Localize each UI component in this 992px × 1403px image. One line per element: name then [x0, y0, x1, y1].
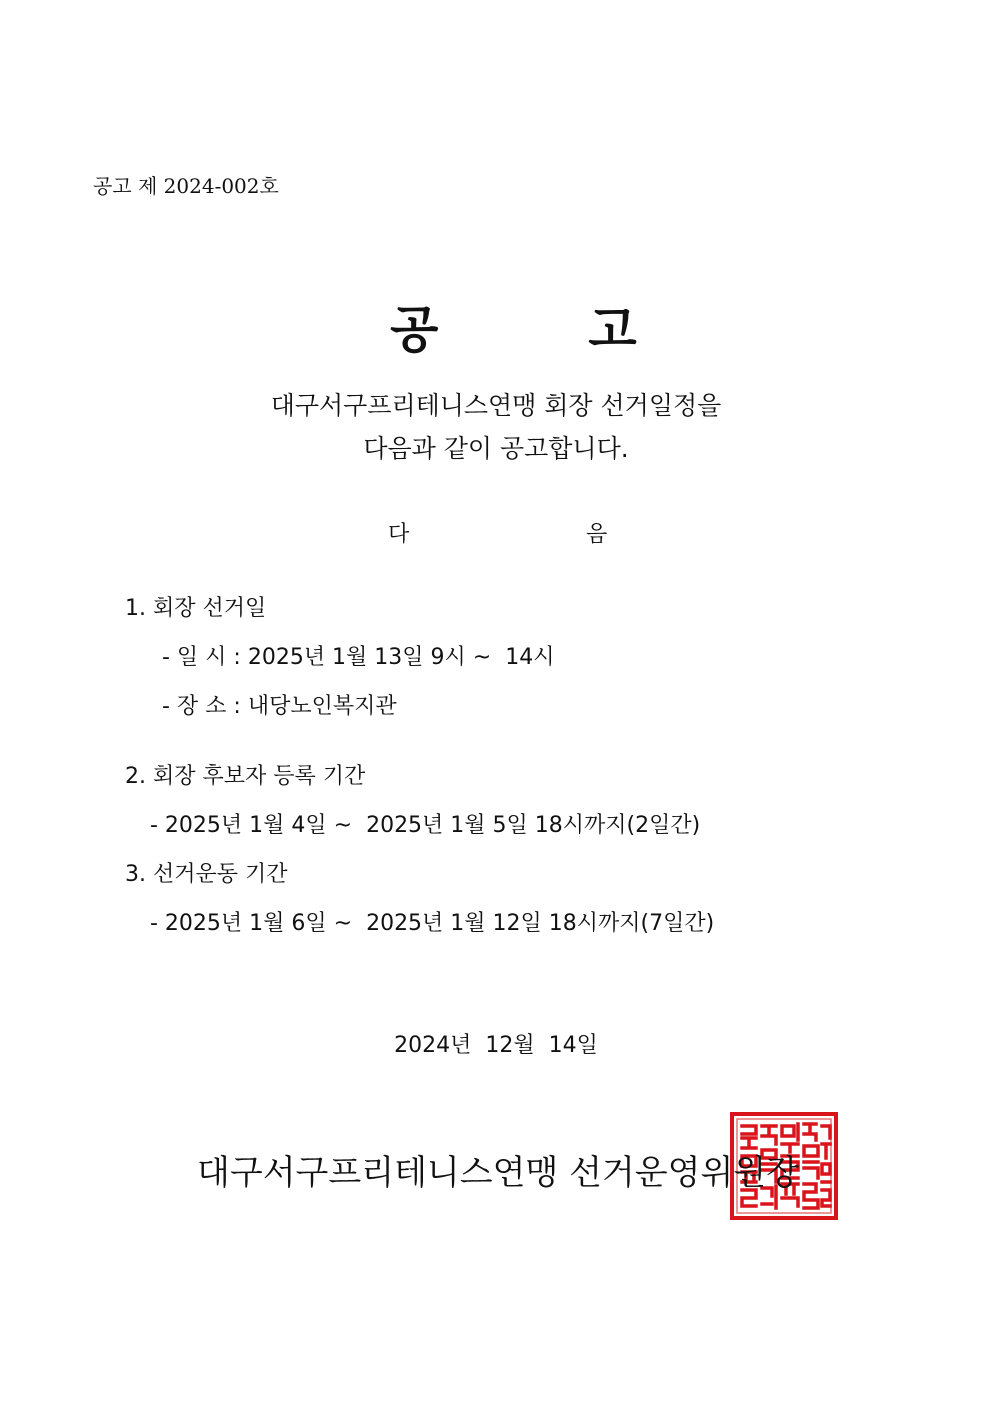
intro-line-1: 대구서구프리테니스연맹 회장 선거일정을	[270, 391, 722, 420]
notice-date: 2024년 12월 14일	[394, 1033, 598, 1058]
item-3-detail: - 2025년 1월 6일 ~ 2025년 1월 12일 18시까지(7일간)	[150, 911, 715, 936]
item-2-detail: - 2025년 1월 4일 ~ 2025년 1월 5일 18시까지(2일간)	[150, 813, 701, 838]
item-1-detail-venue: - 장 소 : 내당노인복지관	[162, 694, 397, 719]
title-char-2: 고	[588, 301, 637, 359]
item-1-detail-datetime: - 일 시 : 2025년 1월 13일 9시 ~ 14시	[162, 645, 555, 670]
title-char-1: 공	[390, 301, 439, 359]
item-2-heading: 2. 회장 후보자 등록 기간	[125, 764, 366, 789]
signature-line: 대구서구프리테니스연맹 선거운영위원장	[197, 1153, 799, 1193]
item-1-heading: 1. 회장 선거일	[125, 596, 267, 621]
section-heading-char-2: 음	[586, 522, 608, 547]
notice-number: 공고 제 2024-002호	[93, 174, 279, 198]
section-heading-char-1: 다	[388, 522, 410, 547]
document-title	[0, 232, 992, 362]
intro-line-2: 다음과 같이 공고합니다.	[363, 434, 629, 463]
item-3-heading: 3. 선거운동 기간	[125, 862, 288, 887]
